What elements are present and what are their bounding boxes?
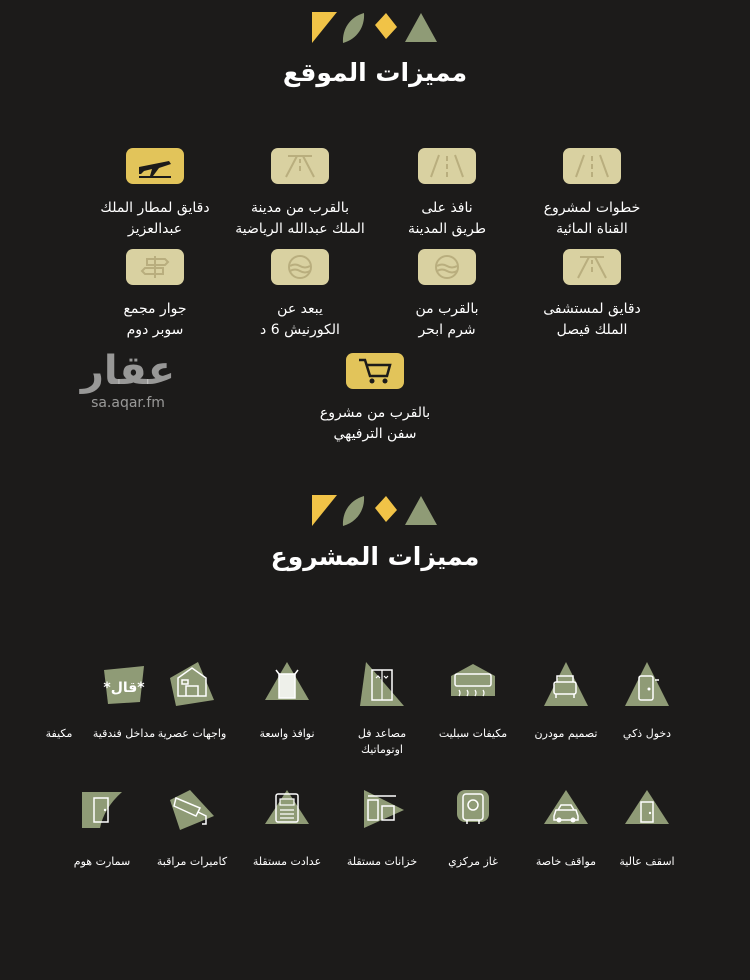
feature-separate-meters <box>241 788 333 870</box>
sea-icon <box>418 249 476 285</box>
location-feature-label: دقايق لمطار الملك عبدالعزيز <box>100 200 210 237</box>
feature-label: مكيفة <box>45 727 73 740</box>
location-feature-madinah-road <box>367 148 527 240</box>
feature-modern-design <box>520 660 612 742</box>
aqar-url: sa.aqar.fm <box>91 395 165 411</box>
location-feature-super-dome <box>75 249 235 341</box>
location-feature-sfn-project <box>295 353 455 445</box>
location-feature-label: دقايق لمستشفى الملك فيصل <box>543 301 641 338</box>
location-feature-water-canal <box>512 148 672 240</box>
feature-label: اسقف عالية <box>619 855 675 868</box>
location-feature-label: نافذ على طريق المدينة <box>407 200 487 237</box>
svg-text:*قال*: *قال* <box>103 680 145 696</box>
feature-label: سمارت هوم <box>73 855 131 868</box>
security-camera-icon <box>168 788 216 836</box>
window-icon <box>263 660 311 708</box>
location-feature-label: يبعد عن الكورنيش 6 د <box>260 301 340 338</box>
feature-separate-tanks <box>336 788 428 870</box>
location-feature-label: بالقرب من مدينة الملك عبدالله الرياضية <box>235 200 365 237</box>
feature-label: دخول ذكي <box>622 727 672 740</box>
location-feature-hospital <box>512 249 672 341</box>
central-gas-icon <box>449 788 497 836</box>
location-feature-label: جوار مجمع سوبر دوم <box>123 301 187 338</box>
feature-label: غاز مركزي <box>448 855 498 868</box>
location-section-title: مميزات الموقع <box>282 58 468 87</box>
road-perspective-icon <box>563 249 621 285</box>
decorative-shapes-top <box>0 5 750 45</box>
feature-label: تصميم مودرن <box>534 727 598 740</box>
shopping-cart-icon <box>346 353 404 389</box>
feature-label: واجهات عصرية <box>157 727 227 740</box>
high-ceiling-icon <box>623 788 671 836</box>
aqar-logo: عقار <box>80 348 176 394</box>
feature-label: عدادت مستقلة <box>252 855 322 868</box>
meter-icon <box>263 788 311 836</box>
feature-label: مداخل فندقية <box>92 727 156 740</box>
feature-air-conditioned <box>24 660 94 742</box>
smart-entry-icon <box>623 660 671 708</box>
modern-design-icon <box>542 660 590 708</box>
sea-icon <box>271 249 329 285</box>
location-feature-label: خطوات لمشروع القناة المائية <box>543 200 641 237</box>
location-feature-corniche <box>220 249 380 341</box>
road-perspective-icon <box>271 148 329 184</box>
feature-security-cameras <box>146 788 238 870</box>
feature-label: نوافذ واسعة <box>259 727 315 740</box>
location-feature-airport <box>75 148 235 240</box>
parking-icon <box>542 788 590 836</box>
feature-central-gas <box>427 788 519 870</box>
feature-label: كاميرات مراقبة <box>156 855 228 868</box>
feature-high-ceilings <box>601 788 693 870</box>
location-feature-label: بالقرب من شرم ابحر <box>415 301 479 338</box>
signpost-icon <box>126 249 184 285</box>
feature-label: خزانات مستقلة <box>346 855 418 868</box>
facade-icon <box>168 660 216 708</box>
feature-split-ac <box>427 660 519 742</box>
ac-icon <box>54 660 64 708</box>
road-icon <box>418 148 476 184</box>
feature-smart-entry <box>601 660 693 742</box>
water-tank-icon <box>358 788 406 836</box>
feature-elevators <box>336 660 428 758</box>
feature-label: مصاعد فل اوتوماتيك <box>357 727 407 756</box>
smart-home-icon <box>78 788 126 836</box>
road-icon <box>563 148 621 184</box>
project-section-title: مميزات المشروع <box>270 542 480 571</box>
air-conditioner-icon <box>447 660 499 708</box>
aqar-watermark <box>68 348 188 412</box>
location-feature-obhur <box>367 249 527 341</box>
location-feature-label: بالقرب من مشروع سفن الترفيهي <box>319 405 431 442</box>
hotel-entrance-icon <box>100 660 148 708</box>
elevator-icon <box>358 660 406 708</box>
feature-label: مكيفات سبليت <box>438 727 508 740</box>
airplane-icon <box>126 148 184 184</box>
feature-private-parking <box>520 788 612 870</box>
decorative-shapes-middle <box>0 490 750 530</box>
feature-wide-windows <box>241 660 333 742</box>
location-feature-sports-city <box>220 148 380 240</box>
feature-label: مواقف خاصة <box>535 855 597 868</box>
feature-smart-home <box>56 788 148 870</box>
